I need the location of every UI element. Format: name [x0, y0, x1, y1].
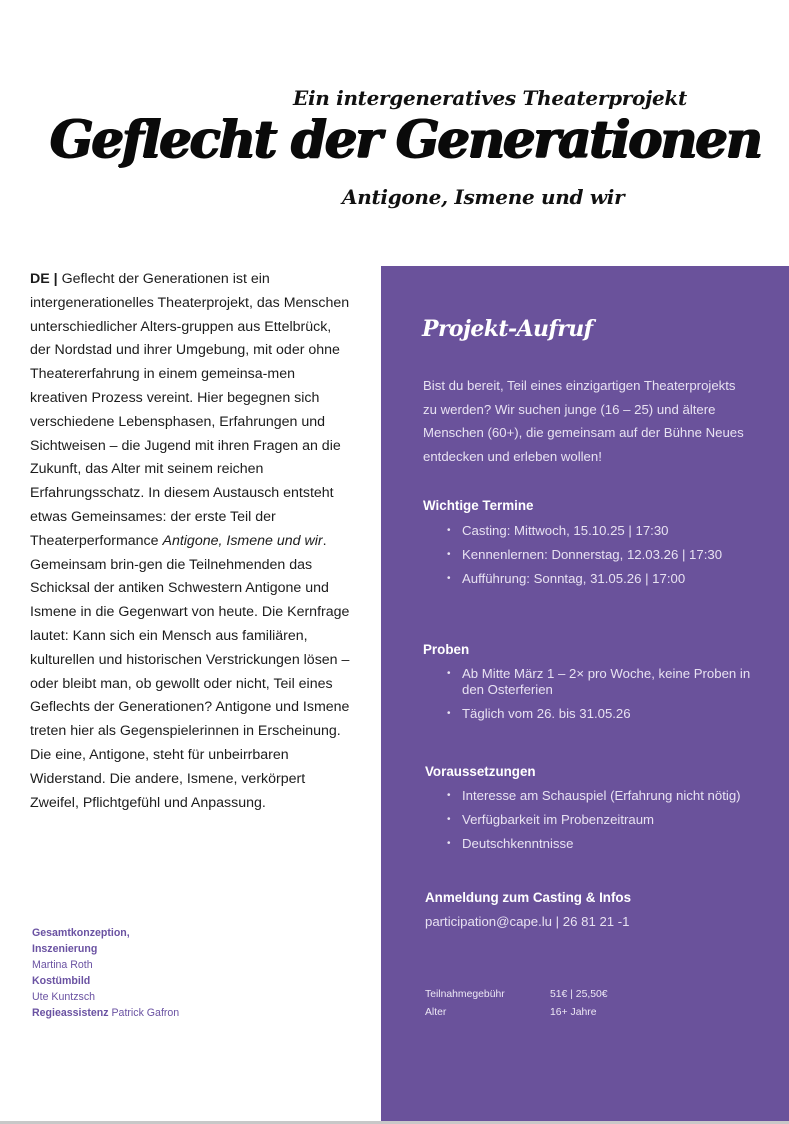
list-item: • Täglich vom 26. bis 31.05.26 [447, 706, 757, 722]
fact-key: Teilnahmegebühr [425, 989, 505, 1000]
list-item: • Interesse am Schauspiel (Erfahrung nicht nötig) [447, 788, 782, 804]
credit-role-direction: Gesamtkonzeption, Inszenierung [32, 927, 130, 955]
section-title-termine: Wichtige Termine [423, 498, 534, 513]
credit-role-costume: Kostümbild [32, 975, 91, 987]
termine-list [447, 523, 767, 595]
list-item: • Aufführung: Sonntag, 31.05.26 | 17:00 [447, 571, 767, 587]
fact-key: Alter [425, 1007, 447, 1018]
project-call-panel [381, 266, 789, 1121]
body-part-2: . Gemeinsam brin-gen die Teilnehmenden das Schicksal der antiken Schwestern Antigone und Ismene in die Gegenwart von heute. Die Kernfrage lautet: Kann sich ein Mensch aus familiären, kulturellen und historischen Verstrickungen lösen – oder bleibt man, ob gewollt oder nicht, Teil eines Geflechts der Generationen? Antigone und Ismene treten hier als Gegenspielerinnen in Erscheinung. Die eine, Antigone, steht für unbeirrbaren Widerstand. Die andere, Ismene, verkörpert Zweifel, Pflichtgefühl und Anpassung. [30, 532, 350, 811]
body-part-1: Geflecht der Generationen ist ein intergenerationelles Theaterprojekt, das Menschen unterschiedlicher Alters-gruppen aus Ettelbrück, der Nordstad und ihrer Umgebung, mit oder ohne Theatererfahrung in einem gemeinsa-men kreativen Prozess vereint. Hier begegnen sich verschiedene Lebensphasen, Erfahrungen und Sichtweisen – die Jugend mit ihren Fragen an die Zukunft, das Alter mit seinem reichen Erfahrungsschatz. In diesem Austausch entsteht etwas Gemeinsames: der erste Teil der Theaterperformance [30, 271, 350, 549]
fact-row-age [425, 1004, 608, 1022]
fact-value: 16+ Jahre [550, 1007, 597, 1018]
main-title: Geflecht der Generationen [50, 110, 761, 170]
list-item: • Deutschkenntnisse [447, 836, 782, 852]
credit-name-costume: Ute Kuntzsch [32, 991, 96, 1003]
fact-row-fee [425, 986, 608, 1004]
list-item: • Casting: Mittwoch, 15.10.25 | 17:30 [447, 523, 767, 539]
proben-list [447, 666, 757, 730]
fact-value: 51€ | 25,50€ [550, 989, 608, 1000]
language-tag: DE | [30, 271, 58, 287]
credits [32, 925, 192, 1021]
kicker: Ein intergeneratives Theaterprojekt [293, 86, 687, 110]
header [0, 0, 789, 240]
panel-intro: Bist du bereit, Teil eines einzigartigen Theaterprojekts zu werden? Wir suchen junge (16 – 25) und ältere Menschen (60+), die gemeinsam auf der Bühne Neues entdecken und erleben wollen! [423, 378, 744, 464]
section-title-voraussetzungen: Voraussetzungen [425, 764, 536, 779]
facts-table [425, 986, 608, 1022]
list-item: • Verfügbarkeit im Probenzeitraum [447, 812, 782, 828]
subtitle: Antigone, Ismene und wir [342, 185, 625, 209]
section-title-anmeldung: Anmeldung zum Casting & Infos [425, 890, 632, 905]
list-item: • Ab Mitte März 1 – 2× pro Woche, keine Proben in den Osterferien [447, 666, 757, 698]
credit-name-direction: Martina Roth [32, 959, 93, 971]
credit-role-assistant: Regieassistenz [32, 1007, 109, 1019]
panel-title: Projekt-Aufruf [422, 316, 593, 342]
contact-info[interactable]: participation@cape.lu | 26 81 21 -1 [425, 914, 630, 929]
list-item: • Kennenlernen: Donnerstag, 12.03.26 | 17:30 [447, 547, 767, 563]
body-text [30, 268, 350, 815]
section-title-proben: Proben [423, 642, 470, 657]
credit-assistant [32, 1005, 192, 1021]
voraussetzungen-list [447, 788, 782, 860]
body-italic-title: Antigone, Ismene und wir [162, 532, 323, 549]
credit-name-assistant: Patrick Gafron [108, 1007, 180, 1019]
